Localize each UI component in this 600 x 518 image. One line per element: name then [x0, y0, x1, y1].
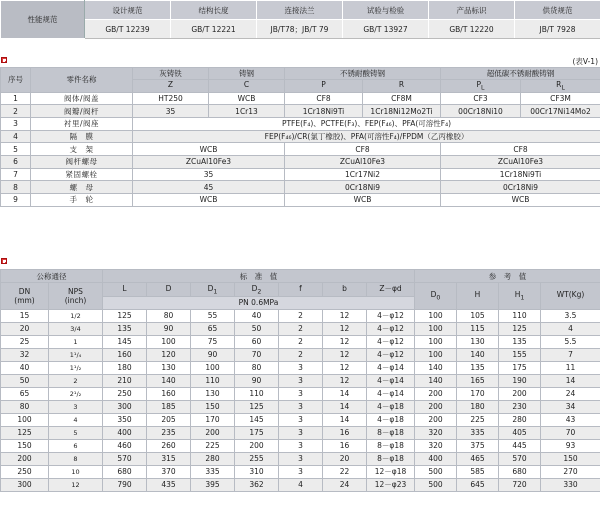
table-row: 6 阀杆螺母 ZCuAl10Fe3 ZCuAl10Fe3 ZCuAl10Fe3: [1, 155, 600, 168]
table-cell: 225: [191, 439, 235, 452]
table-cell: 200: [415, 387, 457, 400]
table-cell: 4－φ12: [367, 348, 415, 361]
table-cell: 4－φ18: [367, 400, 415, 413]
table-cell: 145: [103, 335, 147, 348]
table-row: [1, 335, 600, 348]
table-row: [1, 309, 600, 322]
table-row: [1, 413, 600, 426]
table-cell: 3: [279, 413, 323, 426]
col-header-seq: 序号: [1, 68, 31, 93]
table-cell: 12: [323, 348, 367, 361]
table-cell: 50: [1, 374, 49, 387]
table-cell: 135: [457, 361, 499, 374]
table-cell: 4: [279, 478, 323, 491]
table-cell: 65: [1, 387, 49, 400]
table-cell: 405: [499, 426, 541, 439]
table-cell: 90: [235, 374, 279, 387]
table-cell: 300: [103, 400, 147, 413]
table-cell: 1¹/₄: [49, 348, 103, 361]
table-cell: 280: [191, 452, 235, 465]
table-cell: 16: [323, 426, 367, 439]
group-header: 铸钢: [209, 68, 285, 80]
table-cell: 205: [147, 413, 191, 426]
table-row: 1 阀体/阀盖 HT250 WCB CF8 CF8M CF3 CF3M: [1, 92, 600, 105]
std-value: GB/T 12239: [85, 20, 171, 39]
table-row: [1, 374, 600, 387]
table-cell: 645: [457, 478, 499, 491]
table-cell: 65: [191, 322, 235, 335]
table-cell: 14: [323, 413, 367, 426]
table-cell: 120: [147, 348, 191, 361]
table-cell: 4－φ12: [367, 335, 415, 348]
material-code: Z: [133, 80, 209, 93]
table-row: 2 阀瓣/阀杆 35 1Cr13 1Cr18Ni9Ti 1Cr18Ni12Mo2Ti 00Cr18Ni10 00Cr17Ni14Mo2: [1, 105, 600, 118]
table-cell: 2: [279, 335, 323, 348]
table-cell: 300: [1, 478, 49, 491]
table-cell: 362: [235, 478, 279, 491]
table-cell: 14: [541, 374, 600, 387]
group-header: 超低碳不锈耐酸铸钢: [441, 68, 600, 80]
standards-table: [0, 0, 600, 39]
std-header: 产品标识: [429, 1, 515, 20]
std-value: GB/T 12221: [171, 20, 257, 39]
table-cell: 4－φ18: [367, 413, 415, 426]
std-header: 试验与检验: [343, 1, 429, 20]
table-cell: 395: [191, 478, 235, 491]
table-cell: 190: [499, 374, 541, 387]
table-cell: 320: [415, 426, 457, 439]
table-row: [1, 426, 600, 439]
table-cell: 4－φ12: [367, 309, 415, 322]
table-cell: 4－φ14: [367, 361, 415, 374]
table-cell: 5: [49, 426, 103, 439]
table-cell: 20: [1, 322, 49, 335]
table-cell: 2: [279, 348, 323, 361]
dim-col-header: L: [103, 283, 147, 297]
table-cell: 125: [1, 426, 49, 439]
header-nominal: 公称通径: [1, 270, 103, 283]
std-value: GB/T 13927: [343, 20, 429, 39]
table-cell: 12: [323, 335, 367, 348]
table-cell: 200: [415, 400, 457, 413]
table-cell: 180: [457, 400, 499, 413]
table-cell: 150: [541, 452, 600, 465]
dim-col-header: $H_1$: [499, 283, 541, 310]
table-cell: 370: [147, 465, 191, 478]
table-cell: 12: [323, 322, 367, 335]
table-cell: 130: [457, 335, 499, 348]
table-cell: 320: [415, 439, 457, 452]
table-cell: 230: [499, 400, 541, 413]
dim-col-header: $D_1$: [191, 283, 235, 297]
header-dn: DN (mm): [1, 283, 49, 310]
table-cell: 3/4: [49, 322, 103, 335]
table-cell: 60: [235, 335, 279, 348]
table-cell: 6: [49, 439, 103, 452]
std-header: 供货规范: [515, 1, 600, 20]
std-value: JB/T78；JB/T 79: [257, 20, 343, 39]
table-cell: 12: [323, 361, 367, 374]
table-cell: 465: [457, 452, 499, 465]
table-cell: 43: [541, 413, 600, 426]
table-cell: 150: [191, 400, 235, 413]
table-cell: 400: [103, 426, 147, 439]
table-cell: 50: [235, 322, 279, 335]
table-cell: 100: [415, 309, 457, 322]
materials-table: [0, 67, 600, 207]
table-cell: 200: [415, 413, 457, 426]
table-cell: 255: [235, 452, 279, 465]
std-header: 设计规范: [85, 1, 171, 20]
table-cell: 570: [499, 452, 541, 465]
table-row: 3 衬里/阀座 PTFE(F₄)、PCTFE(F₃)、FEP(F₄₆)、PFA(可溶性F₄): [1, 117, 600, 130]
table-row: [1, 439, 600, 452]
table-cell: 24: [323, 478, 367, 491]
table-cell: 160: [103, 348, 147, 361]
table-cell: 130: [191, 387, 235, 400]
table-cell: 4: [49, 413, 103, 426]
table-cell: 140: [147, 374, 191, 387]
table-cell: 200: [499, 387, 541, 400]
table-cell: 280: [499, 413, 541, 426]
pressure-rating: PN 0.6MPa: [103, 296, 415, 309]
header-nps: NPS (inch): [49, 283, 103, 310]
table-cell: 720: [499, 478, 541, 491]
table-cell: 40: [1, 361, 49, 374]
table-cell: 175: [235, 426, 279, 439]
table-cell: 90: [191, 348, 235, 361]
dim-col-header: $D_0$: [415, 283, 457, 310]
table-row: [1, 400, 600, 413]
table-cell: 2¹/₂: [49, 387, 103, 400]
table-cell: 170: [457, 387, 499, 400]
table-cell: 170: [191, 413, 235, 426]
table-cell: 24: [541, 387, 600, 400]
table-cell: 250: [103, 387, 147, 400]
table-cell: 335: [191, 465, 235, 478]
material-code: $P_L$: [441, 80, 521, 93]
std-value: JB/T 7928: [515, 20, 600, 39]
table-cell: 260: [147, 439, 191, 452]
group-header: 不锈耐酸铸钢: [285, 68, 441, 80]
table-cell: 460: [103, 439, 147, 452]
table-cell: 1¹/₂: [49, 361, 103, 374]
table-cell: 4: [541, 322, 600, 335]
table-cell: 135: [103, 322, 147, 335]
table-cell: 80: [1, 400, 49, 413]
table-cell: 680: [499, 465, 541, 478]
std-value: GB/T 12220: [429, 20, 515, 39]
table-cell: 3: [279, 361, 323, 374]
table-cell: 25: [1, 335, 49, 348]
table-cell: 2: [279, 309, 323, 322]
table-cell: 3.5: [541, 309, 600, 322]
table-cell: 310: [235, 465, 279, 478]
table-cell: 34: [541, 400, 600, 413]
dim-col-header: WT(Kg): [541, 283, 600, 310]
table-cell: 14: [323, 400, 367, 413]
table-cell: 32: [1, 348, 49, 361]
table-cell: 200: [1, 452, 49, 465]
dim-col-header: D: [147, 283, 191, 297]
section-marker-icon: [1, 57, 7, 63]
material-code: R: [363, 80, 441, 93]
table-cell: 435: [147, 478, 191, 491]
table-cell: 3: [279, 400, 323, 413]
table-cell: 500: [415, 478, 457, 491]
table-cell: 40: [235, 309, 279, 322]
table-cell: 110: [499, 309, 541, 322]
standards-row-label: 性能规范: [1, 1, 85, 39]
table-cell: 125: [235, 400, 279, 413]
header-standard: 标 准 值: [103, 270, 415, 283]
table-cell: 4－φ14: [367, 374, 415, 387]
table-cell: 8－φ18: [367, 452, 415, 465]
material-code: $R_L$: [521, 80, 600, 93]
table-cell: 155: [499, 348, 541, 361]
table-cell: 100: [415, 322, 457, 335]
table-cell: 10: [49, 465, 103, 478]
table-cell: 1: [49, 335, 103, 348]
table-cell: 14: [323, 387, 367, 400]
table-cell: 225: [457, 413, 499, 426]
table-cell: 12: [49, 478, 103, 491]
table-cell: 400: [415, 452, 457, 465]
table-row: 5 支 架 WCB CF8 CF8: [1, 143, 600, 156]
table-cell: 100: [191, 361, 235, 374]
table-cell: 140: [415, 374, 457, 387]
table-cell: 4－φ12: [367, 322, 415, 335]
table-row: [1, 465, 600, 478]
table-row: [1, 452, 600, 465]
table-cell: 160: [147, 387, 191, 400]
table-cell: 350: [103, 413, 147, 426]
table-cell: 185: [147, 400, 191, 413]
table-cell: 3: [279, 465, 323, 478]
section-marker-icon: [1, 258, 7, 264]
table-cell: 4－φ14: [367, 387, 415, 400]
table-cell: 3: [49, 400, 103, 413]
dim-col-header: f: [279, 283, 323, 297]
table-cell: 150: [1, 439, 49, 452]
table-cell: 180: [103, 361, 147, 374]
table-cell: 1/2: [49, 309, 103, 322]
table-cell: 110: [235, 387, 279, 400]
table-cell: 790: [103, 478, 147, 491]
table-cell: 90: [147, 322, 191, 335]
table-row: [1, 387, 600, 400]
table-cell: 12: [323, 374, 367, 387]
table-cell: 3: [279, 439, 323, 452]
table-cell: 315: [147, 452, 191, 465]
table-row: 9 手 轮 WCB WCB WCB: [1, 194, 600, 207]
table-cell: 16: [323, 439, 367, 452]
table-cell: 125: [499, 322, 541, 335]
table-cell: 110: [191, 374, 235, 387]
dimensions-body: [1, 309, 600, 491]
table-cell: 115: [457, 322, 499, 335]
table-cell: 22: [323, 465, 367, 478]
table-cell: 80: [235, 361, 279, 374]
table-cell: 2: [49, 374, 103, 387]
group-header: 灰铸铁: [133, 68, 209, 80]
table-cell: 570: [103, 452, 147, 465]
table-cell: 375: [457, 439, 499, 452]
table-cell: 3: [279, 387, 323, 400]
table-cell: 165: [457, 374, 499, 387]
dimensions-table: [0, 269, 600, 492]
table-cell: 3: [279, 426, 323, 439]
table-cell: 270: [541, 465, 600, 478]
table-cell: 100: [415, 348, 457, 361]
table-cell: 585: [457, 465, 499, 478]
table-cell: 75: [191, 335, 235, 348]
table-cell: 3: [279, 452, 323, 465]
table-note: (表V-1): [572, 57, 598, 66]
table-cell: 100: [415, 335, 457, 348]
table-cell: 80: [147, 309, 191, 322]
dim-col-header: Z－φd: [367, 283, 415, 297]
table-cell: 12－φ23: [367, 478, 415, 491]
table-cell: 680: [103, 465, 147, 478]
table-cell: 15: [1, 309, 49, 322]
table-cell: 11: [541, 361, 600, 374]
table-cell: 250: [1, 465, 49, 478]
table-cell: 125: [103, 309, 147, 322]
table-cell: 7: [541, 348, 600, 361]
table-cell: 105: [457, 309, 499, 322]
dim-col-header: b: [323, 283, 367, 297]
table-cell: 5.5: [541, 335, 600, 348]
table-cell: 8－φ18: [367, 439, 415, 452]
table-cell: 55: [191, 309, 235, 322]
table-cell: 140: [457, 348, 499, 361]
table-cell: 12: [323, 309, 367, 322]
table-row: [1, 348, 600, 361]
table-cell: 100: [147, 335, 191, 348]
table-row: 7 紧固螺栓 35 1Cr17Ni2 1Cr18Ni9Ti: [1, 168, 600, 181]
material-code: C: [209, 80, 285, 93]
table-cell: 235: [147, 426, 191, 439]
table-cell: 210: [103, 374, 147, 387]
table-cell: 140: [415, 361, 457, 374]
table-cell: 335: [457, 426, 499, 439]
dim-col-header: $D_2$: [235, 283, 279, 297]
table-cell: 8－φ18: [367, 426, 415, 439]
table-cell: 200: [235, 439, 279, 452]
table-cell: 3: [279, 374, 323, 387]
table-cell: 70: [235, 348, 279, 361]
header-reference: 参 考 值: [415, 270, 600, 283]
dim-col-header: H: [457, 283, 499, 310]
table-cell: 445: [499, 439, 541, 452]
table-cell: 200: [191, 426, 235, 439]
table-cell: 100: [1, 413, 49, 426]
std-header: 连接法兰: [257, 1, 343, 20]
table-cell: 70: [541, 426, 600, 439]
table-cell: 175: [499, 361, 541, 374]
table-cell: 12－φ18: [367, 465, 415, 478]
std-header: 结构长度: [171, 1, 257, 20]
table-cell: 330: [541, 478, 600, 491]
col-header-part: 零件名称: [31, 68, 133, 93]
table-row: [1, 361, 600, 374]
material-code: P: [285, 80, 363, 93]
table-cell: 130: [147, 361, 191, 374]
table-row: 4 隔 膜 FEP(F₄₆)/CR(氯丁橡胶)、PFA(可溶性F₄)/FPDM（乙丙橡胶）: [1, 130, 600, 143]
table-row: [1, 478, 600, 491]
table-row: [1, 322, 600, 335]
table-cell: 500: [415, 465, 457, 478]
table-cell: 135: [499, 335, 541, 348]
table-cell: 93: [541, 439, 600, 452]
table-cell: 2: [279, 322, 323, 335]
table-cell: 20: [323, 452, 367, 465]
table-cell: 8: [49, 452, 103, 465]
table-row: 8 螺 母 45 0Cr18Ni9 0Cr18Ni9: [1, 181, 600, 194]
table-cell: 145: [235, 413, 279, 426]
